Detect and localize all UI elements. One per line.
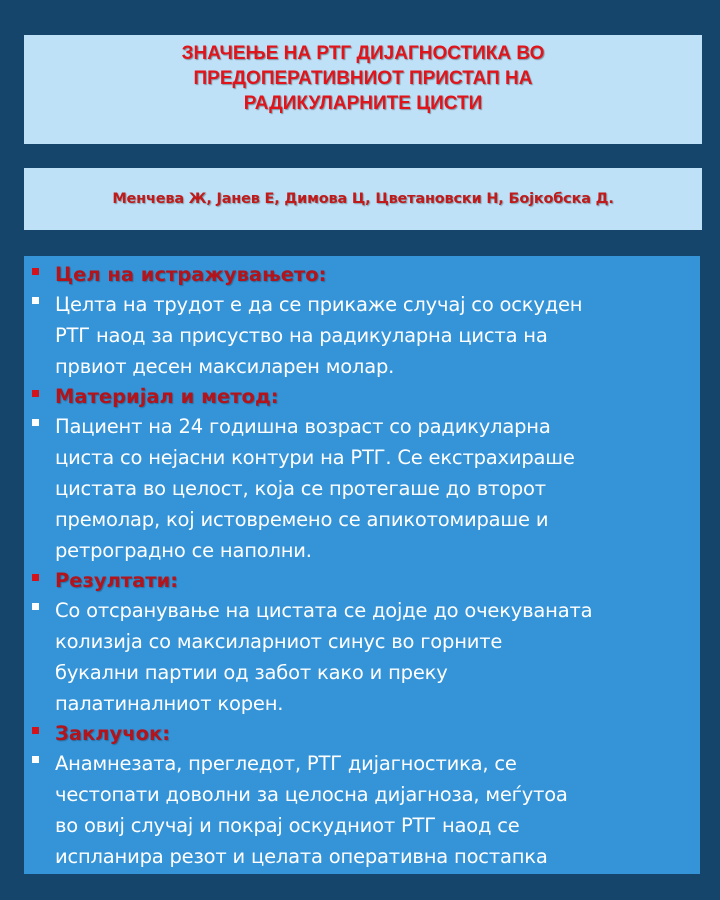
body-text-line: букални партии од забот како и преку	[55, 661, 448, 684]
body-text-line: Целта на трудот е да се прикаже случај со оскуден	[55, 293, 583, 316]
body-text-line: во овиј случај и покрај оскудниот РТГ наод се	[55, 814, 520, 837]
body-text-line: циста со нејасни контури на РТГ. Се екстрахираше	[55, 446, 575, 469]
content-box	[24, 256, 700, 874]
section-heading-results	[30, 566, 700, 595]
square-bullet-icon	[32, 297, 39, 304]
heading-text: Материјал и метод:	[55, 385, 279, 408]
heading-text: Резултати:	[55, 569, 179, 592]
title-line: ПРЕДОПЕРАТИВНИОТ ПРИСТАП НА	[193, 68, 533, 89]
title-line: РАДИКУЛАРНИТЕ ЦИСТИ	[243, 93, 483, 114]
body-text-line: Анамнезата, прегледот, РТГ дијагностика, се	[55, 752, 517, 775]
title-box	[24, 35, 702, 144]
square-bullet-icon	[32, 574, 39, 581]
body-text-line: Пациент на 24 годишна возраст со радикуларна	[55, 415, 551, 438]
title-line: ЗНАЧЕЊЕ НА РТГ ДИЈАГНОСТИКА ВО	[181, 43, 545, 64]
square-bullet-icon	[32, 419, 39, 426]
body-text-line: колизија со максиларниот синус во горните	[55, 630, 503, 653]
body-text-line: првиот десен максиларен молар.	[55, 355, 395, 378]
body-text-line: РТГ наод за присуство на радикуларна циста на	[55, 324, 548, 347]
body-text-line: ретроградно се наполни.	[55, 539, 312, 562]
section-body-method	[30, 411, 700, 566]
section-body-conclusion	[30, 748, 700, 872]
section-heading-aim	[30, 260, 700, 289]
square-bullet-icon	[32, 727, 39, 734]
body-text-line: премолар, кој истовремено се апикотомираше и	[55, 508, 549, 531]
authors-box	[24, 168, 702, 230]
section-body-aim	[30, 289, 700, 382]
body-text-line: честопати доволни за целосна дијагноза, меѓутоа	[55, 783, 568, 806]
heading-text: Заклучок:	[55, 722, 171, 745]
heading-text: Цел на истражувањето:	[55, 263, 327, 286]
body-text-line: испланира резот и целата оперативна постапка	[55, 845, 548, 868]
square-bullet-icon	[32, 390, 39, 397]
section-heading-conclusion	[30, 719, 700, 748]
section-heading-method	[30, 382, 700, 411]
square-bullet-icon	[32, 268, 39, 275]
body-text-line: цистата во целост, која се протегаше до второт	[55, 477, 546, 500]
square-bullet-icon	[32, 756, 39, 763]
body-text-line: Со отсранување на цистата се дојде до очекуваната	[55, 599, 593, 622]
body-text-line: палатиналниот корен.	[55, 692, 284, 715]
authors-text: Менчева Ж, Јанев Е, Димова Ц, Цветановски Н, Бојкобска Д.	[112, 191, 614, 207]
square-bullet-icon	[32, 603, 39, 610]
section-body-results	[30, 595, 700, 719]
